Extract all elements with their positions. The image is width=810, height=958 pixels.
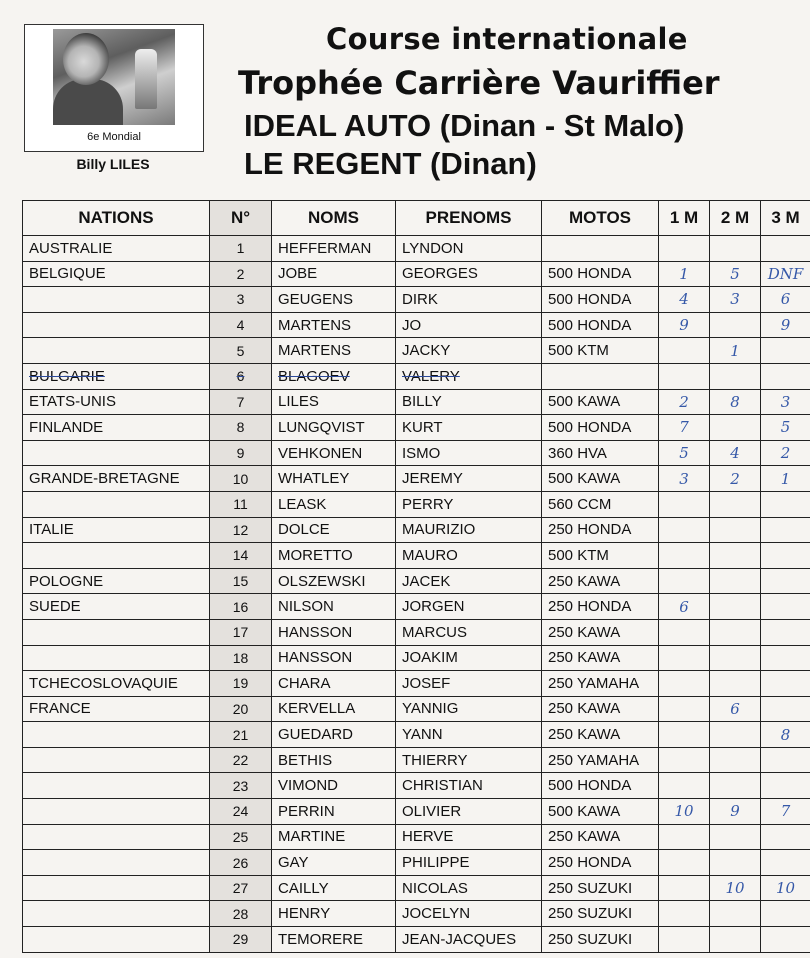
rider-surname-cell: JOBE bbox=[272, 261, 396, 287]
nation-cell: ETATS-UNIS bbox=[23, 389, 210, 415]
heat3-score-cell bbox=[761, 927, 810, 953]
title-course: Course internationale bbox=[326, 22, 688, 56]
heat3-score-cell bbox=[761, 568, 810, 594]
rider-surname-cell: KERVELLA bbox=[272, 696, 396, 722]
table-row bbox=[23, 773, 810, 799]
nation-cell bbox=[23, 287, 210, 313]
rider-firstname-cell: JORGEN bbox=[396, 594, 542, 620]
motorcycle-cell: 250 KAWA bbox=[542, 824, 659, 850]
rider-number-cell: 2 bbox=[210, 261, 272, 287]
motorcycle-cell: 250 KAWA bbox=[542, 619, 659, 645]
rider-firstname-cell: JOAKIM bbox=[396, 645, 542, 671]
col-header-nations: NATIONS bbox=[23, 201, 210, 236]
rider-firstname-cell: JOCELYN bbox=[396, 901, 542, 927]
heat1-score-cell bbox=[659, 773, 710, 799]
heat1-score-cell: 1 bbox=[659, 261, 710, 287]
heat2-score-cell bbox=[710, 747, 761, 773]
heat1-score-cell: 2 bbox=[659, 389, 710, 415]
table-row bbox=[23, 645, 810, 671]
heat3-score-cell: 8 bbox=[761, 722, 810, 748]
sponsor-ideal-auto: IDEAL AUTO (Dinan - St Malo) bbox=[244, 108, 685, 143]
rider-firstname-cell: PHILIPPE bbox=[396, 850, 542, 876]
motorcycle-cell: 560 CCM bbox=[542, 491, 659, 517]
rider-surname-cell: VIMOND bbox=[272, 773, 396, 799]
heat3-score-cell bbox=[761, 671, 810, 697]
rider-number-cell: 21 bbox=[210, 722, 272, 748]
rider-firstname-cell: YANN bbox=[396, 722, 542, 748]
table-row bbox=[23, 722, 810, 748]
nation-cell bbox=[23, 901, 210, 927]
heat1-score-cell bbox=[659, 491, 710, 517]
rider-surname-cell: MARTENS bbox=[272, 312, 396, 338]
table-row bbox=[23, 824, 810, 850]
heat1-score-cell bbox=[659, 747, 710, 773]
motorcycle-cell: 250 HONDA bbox=[542, 850, 659, 876]
table-row bbox=[23, 415, 810, 441]
table-row bbox=[23, 236, 810, 262]
rider-firstname-cell: MAURO bbox=[396, 543, 542, 569]
motorcycle-cell bbox=[542, 363, 659, 389]
rider-number-cell: 9 bbox=[210, 440, 272, 466]
photo-rider-body bbox=[53, 79, 123, 125]
title-trophy: Trophée Carrière Vauriffier bbox=[238, 64, 720, 102]
rider-surname-cell: HANSSON bbox=[272, 619, 396, 645]
rider-number-cell: 29 bbox=[210, 927, 272, 953]
rider-firstname-cell: JEREMY bbox=[396, 466, 542, 492]
results-table bbox=[22, 200, 810, 953]
col-header-prenoms: PRENOMS bbox=[396, 201, 542, 236]
rider-number-cell: 15 bbox=[210, 568, 272, 594]
nation-cell: TCHECOSLOVAQUIE bbox=[23, 671, 210, 697]
sponsor-le-regent: LE REGENT (Dinan) bbox=[244, 146, 537, 181]
nation-cell bbox=[23, 338, 210, 364]
rider-number-cell: 26 bbox=[210, 850, 272, 876]
heat3-score-cell bbox=[761, 696, 810, 722]
col-header-m3: 3 M bbox=[761, 201, 810, 236]
motorcycle-cell: 250 KAWA bbox=[542, 645, 659, 671]
table-row bbox=[23, 901, 810, 927]
rider-surname-cell: MORETTO bbox=[272, 543, 396, 569]
heat1-score-cell bbox=[659, 850, 710, 876]
heat3-score-cell bbox=[761, 338, 810, 364]
nation-cell bbox=[23, 619, 210, 645]
motorcycle-cell: 500 HONDA bbox=[542, 261, 659, 287]
table-row bbox=[23, 799, 810, 825]
heat3-score-cell: 6 bbox=[761, 287, 810, 313]
heat1-score-cell: 6 bbox=[659, 594, 710, 620]
rider-surname-cell: HEFFERMAN bbox=[272, 236, 396, 262]
rider-surname-cell: GEUGENS bbox=[272, 287, 396, 313]
table-row bbox=[23, 287, 810, 313]
rider-surname-cell: GAY bbox=[272, 850, 396, 876]
photo-rider-head bbox=[63, 33, 109, 85]
rider-firstname-cell: BILLY bbox=[396, 389, 542, 415]
heat1-score-cell bbox=[659, 671, 710, 697]
rider-firstname-cell: DIRK bbox=[396, 287, 542, 313]
heat1-score-cell: 4 bbox=[659, 287, 710, 313]
rider-surname-cell: PERRIN bbox=[272, 799, 396, 825]
nation-cell bbox=[23, 773, 210, 799]
photo-caption: 6e Mondial bbox=[87, 131, 141, 143]
heat3-score-cell: 3 bbox=[761, 389, 810, 415]
rider-firstname-cell: VALERY bbox=[396, 363, 542, 389]
heat1-score-cell bbox=[659, 696, 710, 722]
heat3-score-cell bbox=[761, 747, 810, 773]
heat1-score-cell: 5 bbox=[659, 440, 710, 466]
table-row bbox=[23, 543, 810, 569]
nation-cell bbox=[23, 824, 210, 850]
motorcycle-cell bbox=[542, 236, 659, 262]
heat1-score-cell bbox=[659, 722, 710, 748]
motorcycle-cell: 250 YAMAHA bbox=[542, 671, 659, 697]
nation-cell bbox=[23, 645, 210, 671]
heat3-score-cell bbox=[761, 543, 810, 569]
nation-cell bbox=[23, 850, 210, 876]
rider-surname-cell: DOLCE bbox=[272, 517, 396, 543]
heat2-score-cell: 9 bbox=[710, 799, 761, 825]
heat2-score-cell bbox=[710, 363, 761, 389]
heat3-score-cell: 10 bbox=[761, 875, 810, 901]
nation-cell: FINLANDE bbox=[23, 415, 210, 441]
table-row bbox=[23, 568, 810, 594]
col-header-m1: 1 M bbox=[659, 201, 710, 236]
rider-surname-cell: BETHIS bbox=[272, 747, 396, 773]
rider-number-cell: 6 bbox=[210, 363, 272, 389]
heat3-score-cell bbox=[761, 363, 810, 389]
motorcycle-cell: 500 KTM bbox=[542, 543, 659, 569]
rider-number-cell: 14 bbox=[210, 543, 272, 569]
heat3-score-cell bbox=[761, 645, 810, 671]
rider-surname-cell: OLSZEWSKI bbox=[272, 568, 396, 594]
motorcycle-cell: 500 HONDA bbox=[542, 287, 659, 313]
rider-surname-cell: GUEDARD bbox=[272, 722, 396, 748]
table-row bbox=[23, 671, 810, 697]
heat2-score-cell: 5 bbox=[710, 261, 761, 287]
heat2-score-cell bbox=[710, 568, 761, 594]
rider-number-cell: 4 bbox=[210, 312, 272, 338]
table-row bbox=[23, 696, 810, 722]
table-row bbox=[23, 312, 810, 338]
rider-firstname-cell: JO bbox=[396, 312, 542, 338]
motorcycle-cell: 250 KAWA bbox=[542, 722, 659, 748]
heat2-score-cell bbox=[710, 543, 761, 569]
rider-firstname-cell: MARCUS bbox=[396, 619, 542, 645]
rider-firstname-cell: NICOLAS bbox=[396, 875, 542, 901]
rider-number-cell: 19 bbox=[210, 671, 272, 697]
table-row bbox=[23, 261, 810, 287]
rider-firstname-cell: MAURIZIO bbox=[396, 517, 542, 543]
heat1-score-cell bbox=[659, 363, 710, 389]
rider-number-cell: 23 bbox=[210, 773, 272, 799]
motorcycle-cell: 500 KAWA bbox=[542, 466, 659, 492]
rider-firstname-cell: JACKY bbox=[396, 338, 542, 364]
rider-surname-cell: NILSON bbox=[272, 594, 396, 620]
nation-cell: FRANCE bbox=[23, 696, 210, 722]
nation-cell: BULGARIE bbox=[23, 363, 210, 389]
rider-surname-cell: WHATLEY bbox=[272, 466, 396, 492]
rider-surname-cell: VEHKONEN bbox=[272, 440, 396, 466]
heat3-score-cell bbox=[761, 850, 810, 876]
col-header-num: N° bbox=[210, 201, 272, 236]
rider-number-cell: 22 bbox=[210, 747, 272, 773]
trophy-icon bbox=[135, 49, 157, 109]
rider-surname-cell: LEASK bbox=[272, 491, 396, 517]
heat2-score-cell bbox=[710, 645, 761, 671]
heat2-score-cell: 1 bbox=[710, 338, 761, 364]
rider-firstname-cell: JACEK bbox=[396, 568, 542, 594]
rider-number-cell: 12 bbox=[210, 517, 272, 543]
heat3-score-cell: 7 bbox=[761, 799, 810, 825]
rider-surname-cell: MARTINE bbox=[272, 824, 396, 850]
nation-cell bbox=[23, 875, 210, 901]
motorcycle-cell: 500 KAWA bbox=[542, 799, 659, 825]
rider-firstname-cell: LYNDON bbox=[396, 236, 542, 262]
heat2-score-cell bbox=[710, 312, 761, 338]
heat1-score-cell: 7 bbox=[659, 415, 710, 441]
col-header-motos: MOTOS bbox=[542, 201, 659, 236]
heat3-score-cell bbox=[761, 824, 810, 850]
rider-number-cell: 11 bbox=[210, 491, 272, 517]
heat2-score-cell: 2 bbox=[710, 466, 761, 492]
heat1-score-cell bbox=[659, 517, 710, 543]
heat2-score-cell bbox=[710, 850, 761, 876]
rider-number-cell: 3 bbox=[210, 287, 272, 313]
rider-number-cell: 18 bbox=[210, 645, 272, 671]
motorcycle-cell: 250 SUZUKI bbox=[542, 875, 659, 901]
table-row bbox=[23, 927, 810, 953]
rider-number-cell: 7 bbox=[210, 389, 272, 415]
heat1-score-cell bbox=[659, 927, 710, 953]
heat2-score-cell bbox=[710, 722, 761, 748]
table-row bbox=[23, 875, 810, 901]
rider-firstname-cell: KURT bbox=[396, 415, 542, 441]
heat3-score-cell: DNF bbox=[761, 261, 810, 287]
rider-number-cell: 5 bbox=[210, 338, 272, 364]
heat1-score-cell bbox=[659, 568, 710, 594]
heat2-score-cell: 3 bbox=[710, 287, 761, 313]
rider-number-cell: 1 bbox=[210, 236, 272, 262]
rider-surname-cell: CHARA bbox=[272, 671, 396, 697]
table-row bbox=[23, 747, 810, 773]
motorcycle-cell: 250 YAMAHA bbox=[542, 747, 659, 773]
nation-cell: GRANDE-BRETAGNE bbox=[23, 466, 210, 492]
rider-firstname-cell: GEORGES bbox=[396, 261, 542, 287]
rider-photo bbox=[53, 29, 175, 125]
heat2-score-cell bbox=[710, 824, 761, 850]
motorcycle-cell: 250 KAWA bbox=[542, 696, 659, 722]
heat2-score-cell bbox=[710, 671, 761, 697]
rider-surname-cell: HENRY bbox=[272, 901, 396, 927]
heat3-score-cell bbox=[761, 594, 810, 620]
header-row bbox=[23, 201, 810, 236]
heat1-score-cell bbox=[659, 901, 710, 927]
motorcycle-cell: 250 SUZUKI bbox=[542, 927, 659, 953]
rider-number-cell: 8 bbox=[210, 415, 272, 441]
rider-surname-cell: BLAGOEV bbox=[272, 363, 396, 389]
rider-firstname-cell: CHRISTIAN bbox=[396, 773, 542, 799]
heat1-score-cell: 10 bbox=[659, 799, 710, 825]
heat2-score-cell bbox=[710, 415, 761, 441]
table-row bbox=[23, 466, 810, 492]
rider-surname-cell: HANSSON bbox=[272, 645, 396, 671]
table-row bbox=[23, 517, 810, 543]
rider-surname-cell: CAILLY bbox=[272, 875, 396, 901]
nation-cell bbox=[23, 491, 210, 517]
col-header-noms: NOMS bbox=[272, 201, 396, 236]
table-row bbox=[23, 594, 810, 620]
heat1-score-cell bbox=[659, 338, 710, 364]
table-row bbox=[23, 363, 810, 389]
motorcycle-cell: 500 KTM bbox=[542, 338, 659, 364]
heat2-score-cell bbox=[710, 619, 761, 645]
heat2-score-cell bbox=[710, 236, 761, 262]
heat1-score-cell bbox=[659, 236, 710, 262]
rider-number-cell: 16 bbox=[210, 594, 272, 620]
heat3-score-cell bbox=[761, 619, 810, 645]
rider-number-cell: 10 bbox=[210, 466, 272, 492]
heat1-score-cell bbox=[659, 875, 710, 901]
nation-cell bbox=[23, 440, 210, 466]
heat3-score-cell bbox=[761, 773, 810, 799]
nation-cell bbox=[23, 799, 210, 825]
heat2-score-cell bbox=[710, 517, 761, 543]
nation-cell bbox=[23, 722, 210, 748]
table-row bbox=[23, 850, 810, 876]
rider-number-cell: 20 bbox=[210, 696, 272, 722]
heat2-score-cell bbox=[710, 773, 761, 799]
heat3-score-cell: 2 bbox=[761, 440, 810, 466]
rider-firstname-cell: YANNIG bbox=[396, 696, 542, 722]
heat3-score-cell bbox=[761, 901, 810, 927]
heat1-score-cell: 9 bbox=[659, 312, 710, 338]
heat2-score-cell bbox=[710, 901, 761, 927]
rider-firstname-cell: HERVE bbox=[396, 824, 542, 850]
table-row bbox=[23, 619, 810, 645]
heat2-score-cell bbox=[710, 927, 761, 953]
rider-surname-cell: LILES bbox=[272, 389, 396, 415]
heat1-score-cell: 3 bbox=[659, 466, 710, 492]
heat3-score-cell: 9 bbox=[761, 312, 810, 338]
nation-cell bbox=[23, 927, 210, 953]
heat3-score-cell bbox=[761, 236, 810, 262]
rider-firstname-cell: PERRY bbox=[396, 491, 542, 517]
table-row bbox=[23, 389, 810, 415]
heat2-score-cell bbox=[710, 491, 761, 517]
heat2-score-cell: 8 bbox=[710, 389, 761, 415]
rider-number-cell: 28 bbox=[210, 901, 272, 927]
heat1-score-cell bbox=[659, 645, 710, 671]
rider-number-cell: 17 bbox=[210, 619, 272, 645]
heat1-score-cell bbox=[659, 619, 710, 645]
nation-cell bbox=[23, 312, 210, 338]
photo-rider-name: Billy LILES bbox=[76, 156, 150, 172]
heat3-score-cell: 5 bbox=[761, 415, 810, 441]
table-row bbox=[23, 338, 810, 364]
col-header-m2: 2 M bbox=[710, 201, 761, 236]
heat2-score-cell bbox=[710, 594, 761, 620]
motorcycle-cell: 250 KAWA bbox=[542, 568, 659, 594]
table-row bbox=[23, 440, 810, 466]
heat2-score-cell: 10 bbox=[710, 875, 761, 901]
rider-firstname-cell: ISMO bbox=[396, 440, 542, 466]
motorcycle-cell: 250 SUZUKI bbox=[542, 901, 659, 927]
nation-cell: AUSTRALIE bbox=[23, 236, 210, 262]
motorcycle-cell: 500 HONDA bbox=[542, 415, 659, 441]
rider-number-cell: 27 bbox=[210, 875, 272, 901]
heat2-score-cell: 4 bbox=[710, 440, 761, 466]
rider-photo-frame bbox=[24, 24, 204, 152]
motorcycle-cell: 250 HONDA bbox=[542, 594, 659, 620]
rider-firstname-cell: JEAN-JACQUES bbox=[396, 927, 542, 953]
heat1-score-cell bbox=[659, 824, 710, 850]
motorcycle-cell: 360 HVA bbox=[542, 440, 659, 466]
heat3-score-cell bbox=[761, 491, 810, 517]
rider-surname-cell: TEMORERE bbox=[272, 927, 396, 953]
table-row bbox=[23, 491, 810, 517]
heat3-score-cell bbox=[761, 517, 810, 543]
rider-surname-cell: MARTENS bbox=[272, 338, 396, 364]
rider-firstname-cell: OLIVIER bbox=[396, 799, 542, 825]
nation-cell: ITALIE bbox=[23, 517, 210, 543]
rider-surname-cell: LUNGQVIST bbox=[272, 415, 396, 441]
nation-cell bbox=[23, 747, 210, 773]
rider-number-cell: 25 bbox=[210, 824, 272, 850]
heat1-score-cell bbox=[659, 543, 710, 569]
motorcycle-cell: 500 HONDA bbox=[542, 773, 659, 799]
heat2-score-cell: 6 bbox=[710, 696, 761, 722]
nation-cell bbox=[23, 543, 210, 569]
nation-cell: SUEDE bbox=[23, 594, 210, 620]
rider-firstname-cell: JOSEF bbox=[396, 671, 542, 697]
heat3-score-cell: 1 bbox=[761, 466, 810, 492]
rider-firstname-cell: THIERRY bbox=[396, 747, 542, 773]
motorcycle-cell: 500 HONDA bbox=[542, 312, 659, 338]
rider-number-cell: 24 bbox=[210, 799, 272, 825]
nation-cell: BELGIQUE bbox=[23, 261, 210, 287]
motorcycle-cell: 500 KAWA bbox=[542, 389, 659, 415]
motorcycle-cell: 250 HONDA bbox=[542, 517, 659, 543]
nation-cell: POLOGNE bbox=[23, 568, 210, 594]
